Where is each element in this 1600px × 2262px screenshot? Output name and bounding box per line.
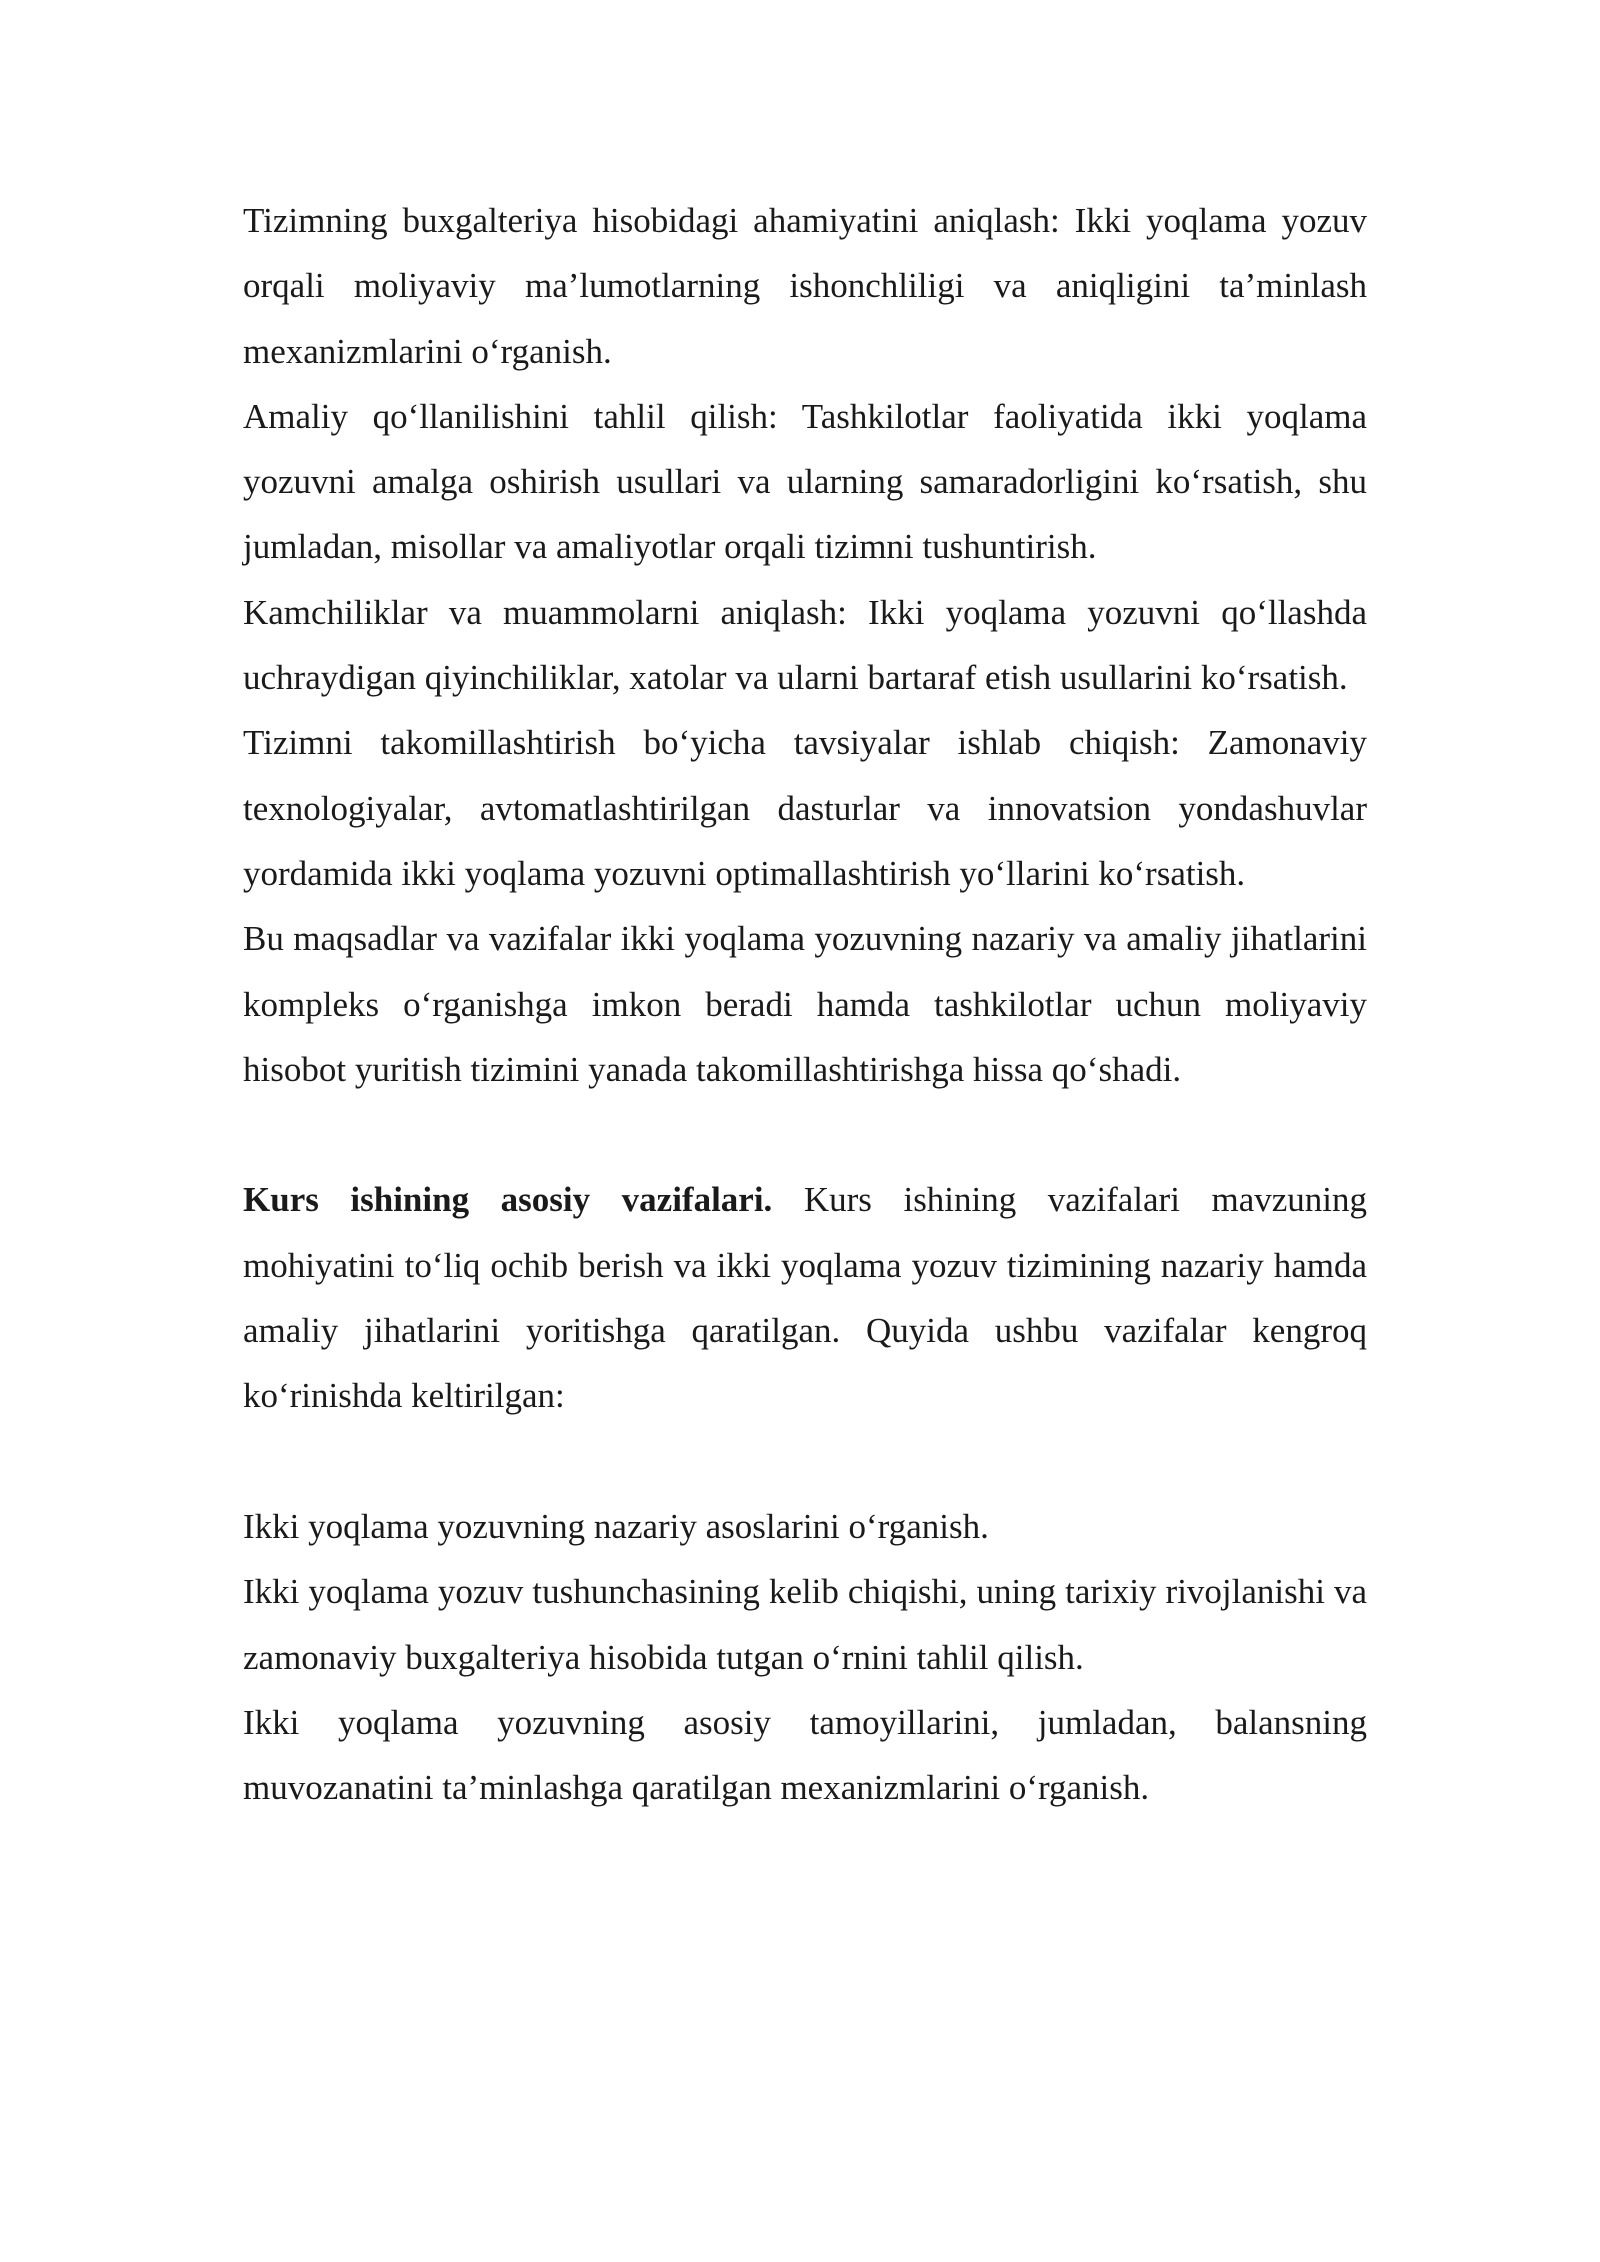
- paragraph-goals-summary: Bu maqsadlar va vazifalar ikki yoqlama yozuvning nazariy va amaliy jihatlarini kompleks o‘rganishga imkon beradi hamda tashkilotlar uchun moliyaviy hisobot yuritish tizimini yanada takomillashtirishga hissa qo‘shadi.: [243, 919, 1367, 1089]
- paragraph-shortcomings: Kamchiliklar va muammolarni aniqlash: Ikki yoqlama yozuvni qo‘llashda uchraydigan qiyinchiliklar, xatolar va ularni bartaraf etish usullarini ko‘rsatish.: [243, 592, 1367, 698]
- paragraph-theory-study: Ikki yoqlama yozuvning nazariy asoslarini o‘rganish.: [243, 1506, 989, 1546]
- section-heading: Kurs ishining asosiy vazifalari.: [243, 1180, 773, 1220]
- paragraph-principles-study: Ikki yoqlama yozuvning asosiy tamoyillarini, jumladan, balansning muvozanatini ta’minlashga qaratilgan mexanizmlarini o‘rganish.: [243, 1702, 1367, 1808]
- document-body: [243, 188, 1367, 1820]
- section-intro-text: Kurs ishining vazifalari mavzuning mohiyatini to‘liq ochib berish va ikki yoqlama yozuv tizimining nazariy hamda amaliy jihatlarini yoritishga qaratilgan. Quyida ushbu vazifalar kengroq ko‘rinishda keltirilgan:: [243, 1180, 1368, 1416]
- paragraph-history-analysis: Ikki yoqlama yozuv tushunchasining kelib chiqishi, uning tarixiy rivojlanishi va zamonaviy buxgalteriya hisobida tutgan o‘rnini tahlil qilish.: [243, 1572, 1367, 1677]
- section-paragraph: [243, 1167, 1367, 1428]
- paragraph-practical-application: Amaliy qo‘llanilishini tahlil qilish: Tashkilotlar faoliyatida ikki yoqlama yozuvni amalga oshirish usullari va ularning samaradorligini ko‘rsatish, shu jumladan, misollar va amaliyotlar orqali tizimni tushuntirish.: [243, 396, 1367, 567]
- paragraph-system-importance: Tizimning buxgalteriya hisobidagi ahamiyatini aniqlash: Ikki yoqlama yozuv orqali moliyaviy ma’lumotlarning ishonchliligi va aniqligini ta’minlash mexanizmlarini o‘rganish.: [243, 201, 1367, 371]
- paragraph-recommendations: Tizimni takomillashtirish bo‘yicha tavsiyalar ishlab chiqish: Zamonaviy texnologiyalar, avtomatlashtirilgan dasturlar va innovatsion yondashuvlar yordamida ikki yoqlama yozuvni optimallashtirish yo‘llarini ko‘rsatish.: [243, 723, 1367, 893]
